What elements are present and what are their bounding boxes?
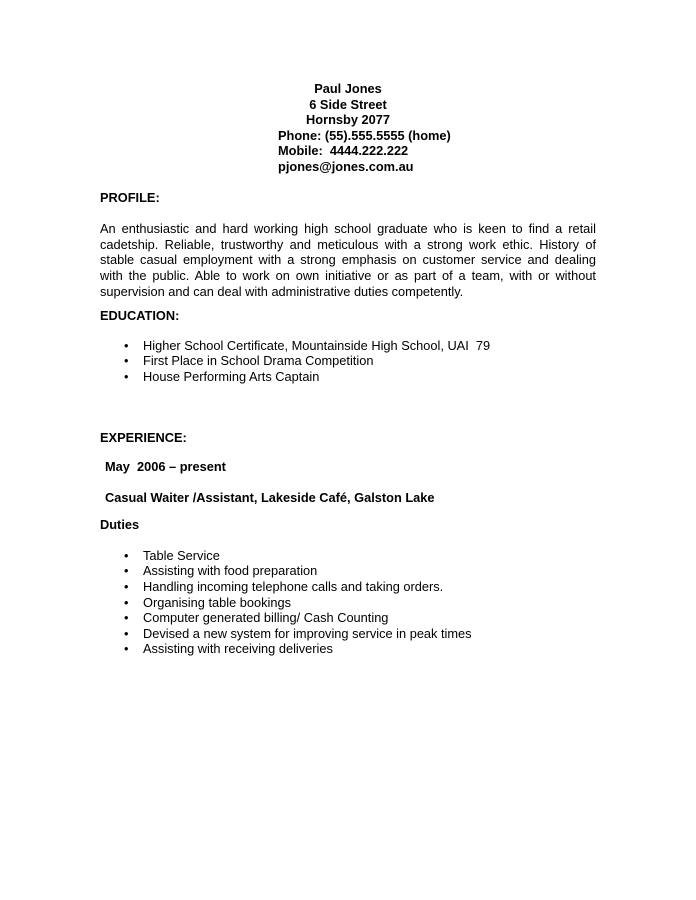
duties-heading: Duties [100, 517, 140, 533]
duty-item: • Assisting with food preparation [100, 563, 596, 579]
profile-section-heading: PROFILE: [100, 189, 160, 205]
education-item: • House Performing Arts Captain [100, 369, 596, 385]
contact-name: Paul Jones [314, 81, 382, 96]
contact-mobile: Mobile: 4444.222.222 [278, 143, 409, 159]
education-item: • Higher School Certificate, Mountainside High School, UAI 79 [100, 338, 596, 354]
education-section-heading: EDUCATION: [100, 308, 180, 324]
profile-paragraph: An enthusiastic and hard working high school graduate who is keen to find a retail cadetship. Reliable, trustworthy and meticulous with a strong work ethic. History of stable casual employment with a strong emphasis on customer service and dealing with the public. Able to work on own initiative or as part of a team, with or without supervision and can deal with administrative duties competently. [100, 221, 596, 299]
education-list [100, 338, 596, 385]
contact-details-block [278, 128, 696, 175]
experience-position: Casual Waiter /Assistant, Lakeside Café, Galston Lake [105, 489, 435, 505]
experience-section-heading: EXPERIENCE: [100, 429, 187, 445]
duty-item: • Organising table bookings [100, 595, 596, 611]
contact-phone: Phone: (55).555.5555 (home) [278, 127, 451, 143]
contact-address-street: 6 Side Street [309, 96, 387, 112]
duty-item: • Computer generated billing/ Cash Counting [100, 610, 596, 626]
resume-header [0, 0, 696, 175]
duty-item: • Handling incoming telephone calls and taking orders. [100, 579, 596, 595]
duties-list [100, 548, 596, 657]
duty-item: • Assisting with receiving deliveries [100, 641, 596, 657]
duty-item: • Devised a new system for improving service in peak times [100, 626, 596, 642]
duty-item: • Table Service [100, 548, 596, 564]
experience-date-range: May 2006 – present [105, 459, 226, 475]
education-item: • First Place in School Drama Competition [100, 353, 596, 369]
contact-address-city: Hornsby 2077 [306, 112, 390, 128]
resume-body [100, 190, 596, 657]
contact-email: pjones@jones.com.au [278, 158, 414, 174]
